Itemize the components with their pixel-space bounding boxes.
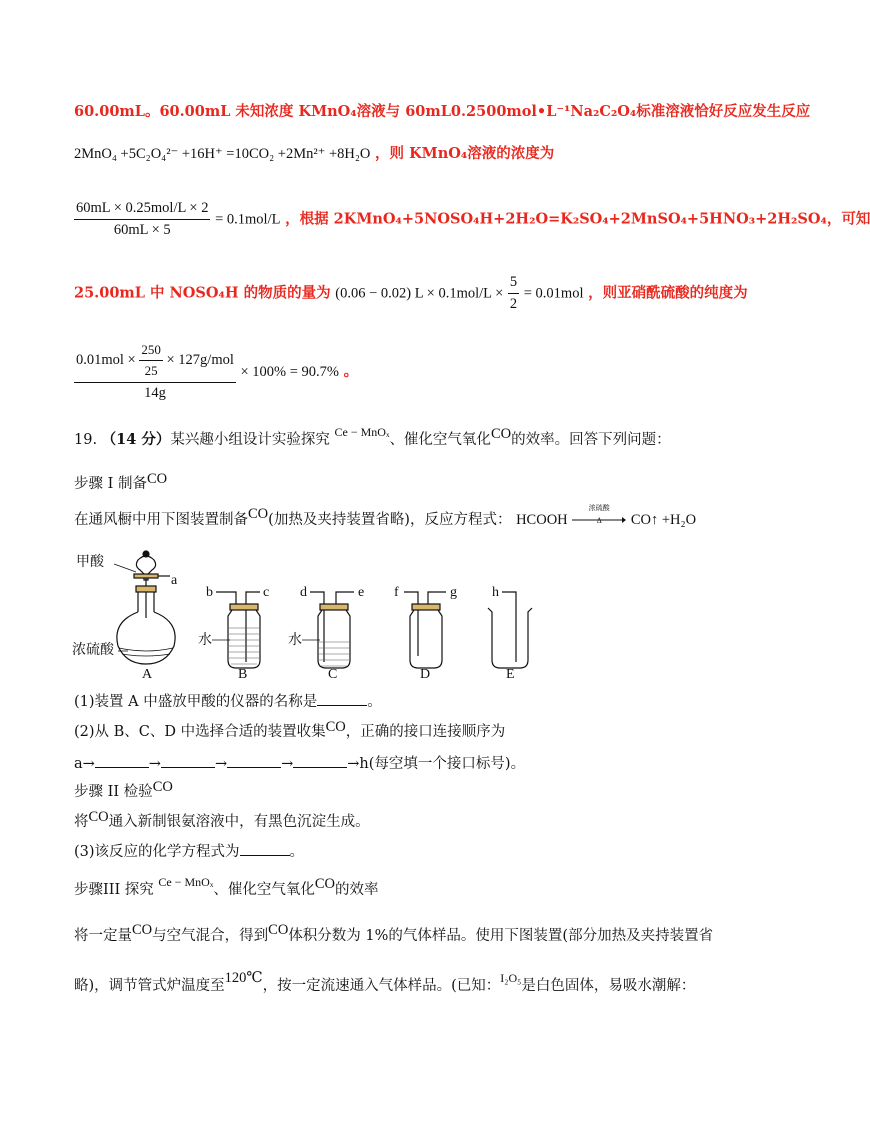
equation-4-num-tail: × 127g/mol [166, 351, 234, 368]
label-water-b: 水 [198, 633, 212, 648]
question-2-text-a: (2)从 B、C、D 中选择合适的装置收集 [74, 724, 326, 740]
step-3-description-1 [74, 924, 713, 945]
step-1-title [74, 472, 167, 493]
equation-4-inner-fraction [139, 342, 163, 379]
step-1-desc-a: 在通风橱中用下图装置制备 [74, 512, 248, 528]
apparatus-a [72, 551, 178, 682]
question-2 [74, 720, 505, 741]
reaction-arrow [572, 504, 626, 528]
port-f: f [394, 585, 399, 600]
label-d: D [420, 667, 431, 682]
step-3-catalyst: Ce − MnOₓ [158, 875, 214, 889]
reaction-condition-bottom: Δ [596, 517, 602, 525]
step-3-temp: 120℃ [224, 970, 263, 986]
equation-4-tail: 。 [343, 363, 359, 380]
apparatus-diagram [70, 548, 530, 680]
question-3-end: 。 [289, 844, 305, 860]
question-19-text-c: 的效率。回答下列问题： [511, 432, 671, 448]
equation-2-result: = 0.1mol/L [215, 211, 281, 228]
question-19 [74, 425, 671, 449]
equation-4-denominator: 14g [144, 385, 166, 401]
equation-2-fraction [74, 200, 210, 239]
question-1 [74, 690, 382, 711]
equation-4-num-lead: 0.01mol × [76, 351, 136, 368]
reaction-products: CO↑ +H₂O [630, 512, 697, 528]
equation-3 [74, 274, 748, 313]
equation-4-result: × 100% = 90.7% [240, 364, 340, 380]
label-c: C [328, 667, 338, 682]
label-formic-acid: 甲酸 [76, 555, 104, 570]
question-2-start: a→ [74, 756, 95, 772]
step-2-description [74, 810, 370, 831]
apparatus-e [488, 585, 532, 682]
equation-4-inner-bottom: 25 [144, 363, 158, 378]
step-3-text-a: 、催化空气氧化 [213, 882, 315, 898]
question-2-end: →h(每空填一个接口标号)。 [347, 756, 526, 772]
equation-2-numerator: 60mL × 0.25mol/L × 2 [74, 200, 210, 220]
step-2-desc-b: 通入新制银氨溶液中，有黑色沉淀生成。 [108, 814, 370, 830]
solution-line-1-text: 60.00mL。60.00mL 未知浓度 KMnO₄溶液与 60mL0.2500mol•L⁻¹Na₂C₂O₄标准溶液恰好反应发生反应 [74, 103, 811, 120]
apparatus-c [288, 585, 364, 682]
equation-4-fraction [74, 342, 236, 402]
equation-2-tail: ，根据 2KMnO₄+5NOSO₄H+2H₂O=K₂SO₄+2MnSO₄+5HNO₃+2H₂SO₄，可知 [285, 210, 870, 228]
label-e: E [506, 667, 515, 682]
port-c: c [263, 585, 270, 600]
port-b: b [206, 585, 213, 600]
step-3-desc2-b: ，按一定流速通入气体样品。(已知： [262, 978, 501, 994]
question-2-arrow-1: → [148, 756, 161, 772]
equation-1-formula: 2MnO₄ +5C₂O₄²⁻ +16H⁺ =10CO₂ +2Mn²⁺ +8H₂O [74, 146, 371, 162]
step-1-description [74, 504, 697, 529]
step-3-desc1-co2: CO [268, 922, 289, 938]
step-1-desc-b: (加热及夹持装置省略)，反应方程式： [268, 512, 512, 528]
question-2-answer-line [74, 752, 525, 773]
equation-4 [74, 342, 358, 402]
solution-line-1 [74, 100, 810, 121]
port-h: h [492, 585, 499, 600]
equation-3-result: = 0.01mol [523, 285, 584, 302]
equation-3-expr: (0.06 − 0.02) L × 0.1mol/L × [335, 285, 504, 302]
question-2-co: CO [325, 719, 346, 735]
equation-3-frac-den: 2 [509, 296, 518, 312]
step-1-co: CO [146, 471, 168, 487]
reaction-condition-top: 浓硫酸 [588, 504, 610, 512]
question-3 [74, 840, 304, 861]
equation-2-denominator: 60mL × 5 [113, 222, 171, 238]
step-3-description-2 [74, 970, 696, 995]
question-1-blank[interactable] [317, 693, 367, 706]
question-3-text: (3)该反应的化学方程式为 [74, 844, 240, 860]
question-2-blank-2[interactable] [161, 755, 215, 768]
step-3-desc2-c: 是白色固体，易吸水潮解： [521, 978, 696, 994]
step-3-desc1-a: 将一定量 [74, 928, 132, 944]
step-3-desc1-b: 与空气混合，得到 [152, 928, 269, 944]
port-a: a [171, 573, 178, 588]
question-19-text-a: 某兴趣小组设计实验探究 [170, 432, 330, 448]
question-1-text: (1)装置 A 中盛放甲酸的仪器的名称是 [74, 694, 318, 710]
step-3-desc1-c: 体积分数为 1%的气体样品。使用下图装置(部分加热及夹持装置省 [288, 928, 714, 944]
step-3-title [74, 875, 379, 899]
step-3-text-b: 的效率 [334, 882, 379, 898]
label-a: A [142, 667, 153, 682]
equation-3-tail: ，则亚硝酰硫酸的纯度为 [588, 284, 748, 302]
apparatus-d [394, 585, 457, 682]
question-19-co: CO [490, 426, 512, 442]
question-1-end: 。 [367, 694, 382, 710]
question-2-blank-1[interactable] [95, 755, 149, 768]
question-2-blank-4[interactable] [293, 755, 347, 768]
equation-3-frac-num: 5 [508, 274, 519, 294]
question-19-catalyst: Ce − MnOₓ [334, 425, 390, 439]
reaction-reactant: HCOOH [516, 512, 568, 528]
step-2-desc-a: 将 [74, 814, 89, 830]
equation-4-numerator [74, 342, 236, 383]
step-2-co: CO [152, 779, 173, 795]
step-1-title-text: 步骤 I 制备 [74, 476, 147, 492]
step-3-desc2-a: 略)，调节管式炉温度至 [74, 978, 225, 994]
equation-2 [74, 200, 870, 239]
question-2-blank-3[interactable] [227, 755, 281, 768]
step-2-title [74, 780, 173, 801]
equation-3-lead: 25.00mL 中 NOSO₄H 的物质的量为 [74, 284, 331, 302]
question-19-text-b: 、催化空气氧化 [389, 432, 491, 448]
question-3-blank[interactable] [240, 843, 290, 856]
question-19-number: 19. [74, 432, 98, 448]
port-g: g [450, 585, 457, 600]
question-2-arrow-2: → [214, 756, 228, 772]
equation-4-inner-top: 250 [139, 342, 163, 361]
port-e: e [358, 585, 365, 600]
label-b: B [238, 667, 248, 682]
question-2-text-b: ，正确的接口连接顺序为 [345, 724, 506, 740]
label-water-c: 水 [288, 633, 302, 648]
question-2-arrow-3: → [281, 756, 294, 772]
step-2-title-text: 步骤 II 检验 [74, 784, 153, 800]
step-3-title-text: 步骤III 探究 [74, 882, 154, 898]
step-3-co: CO [314, 876, 335, 892]
step-1-desc-co: CO [248, 506, 269, 522]
question-19-points: （14 分） [101, 431, 171, 448]
equation-1-tail: ，则 KMnO₄溶液的浓度为 [375, 145, 555, 162]
step-2-desc-co: CO [88, 809, 109, 825]
equation-1 [74, 142, 554, 163]
apparatus-b [198, 585, 269, 682]
label-conc-sulfuric-acid: 浓硫酸 [72, 643, 114, 658]
step-3-desc1-co1: CO [132, 922, 153, 938]
step-3-i2o5: I₂O₅ [500, 971, 522, 985]
equation-3-fraction [508, 274, 519, 313]
port-d: d [300, 585, 307, 600]
